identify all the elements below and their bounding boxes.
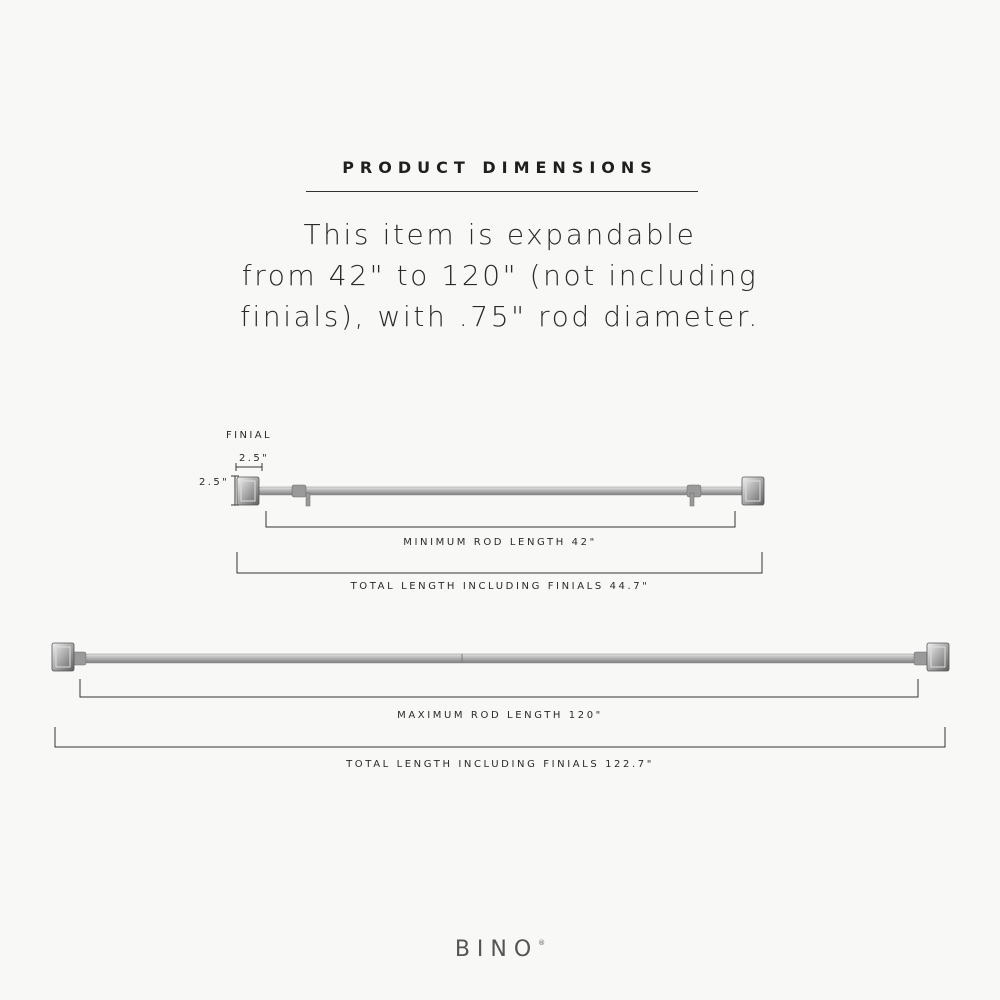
finial-height-label: 2.5" [199, 477, 230, 488]
maximum-total-length-label: TOTAL LENGTH INCLUDING FINIALS 122.7" [346, 759, 654, 770]
finial-width-label: 2.5" [239, 453, 270, 464]
page-title: PRODUCT DIMENSIONS [342, 158, 658, 177]
minimum-rod-length-bracket [266, 511, 735, 527]
maximum-rod-length-bracket [80, 679, 918, 697]
minimum-total-length-bracket [237, 552, 762, 573]
finial-left-small [237, 477, 259, 505]
description-line-2: from 42" to 120" (not including [241, 259, 759, 292]
maximum-rod [52, 643, 949, 671]
brand-name: BINO [454, 937, 539, 962]
minimum-rod-length-label: MINIMUM ROD LENGTH 42" [403, 537, 597, 548]
finial-label: FINIAL [226, 430, 272, 441]
description-line-1: This item is expandable [303, 218, 697, 251]
finial-right-small [742, 477, 764, 505]
finial-right-large [927, 643, 949, 671]
description-line-3: finials), with .75" rod diameter. [240, 300, 760, 333]
minimum-rod [237, 477, 764, 506]
minimum-total-length-label: TOTAL LENGTH INCLUDING FINIALS 44.7" [350, 581, 650, 592]
finial-left-large [52, 643, 74, 671]
registered-mark: ® [538, 939, 546, 947]
maximum-total-length-bracket [55, 727, 945, 747]
brand-logo [0, 937, 1000, 962]
maximum-rod-length-label: MAXIMUM ROD LENGTH 120" [397, 710, 603, 721]
